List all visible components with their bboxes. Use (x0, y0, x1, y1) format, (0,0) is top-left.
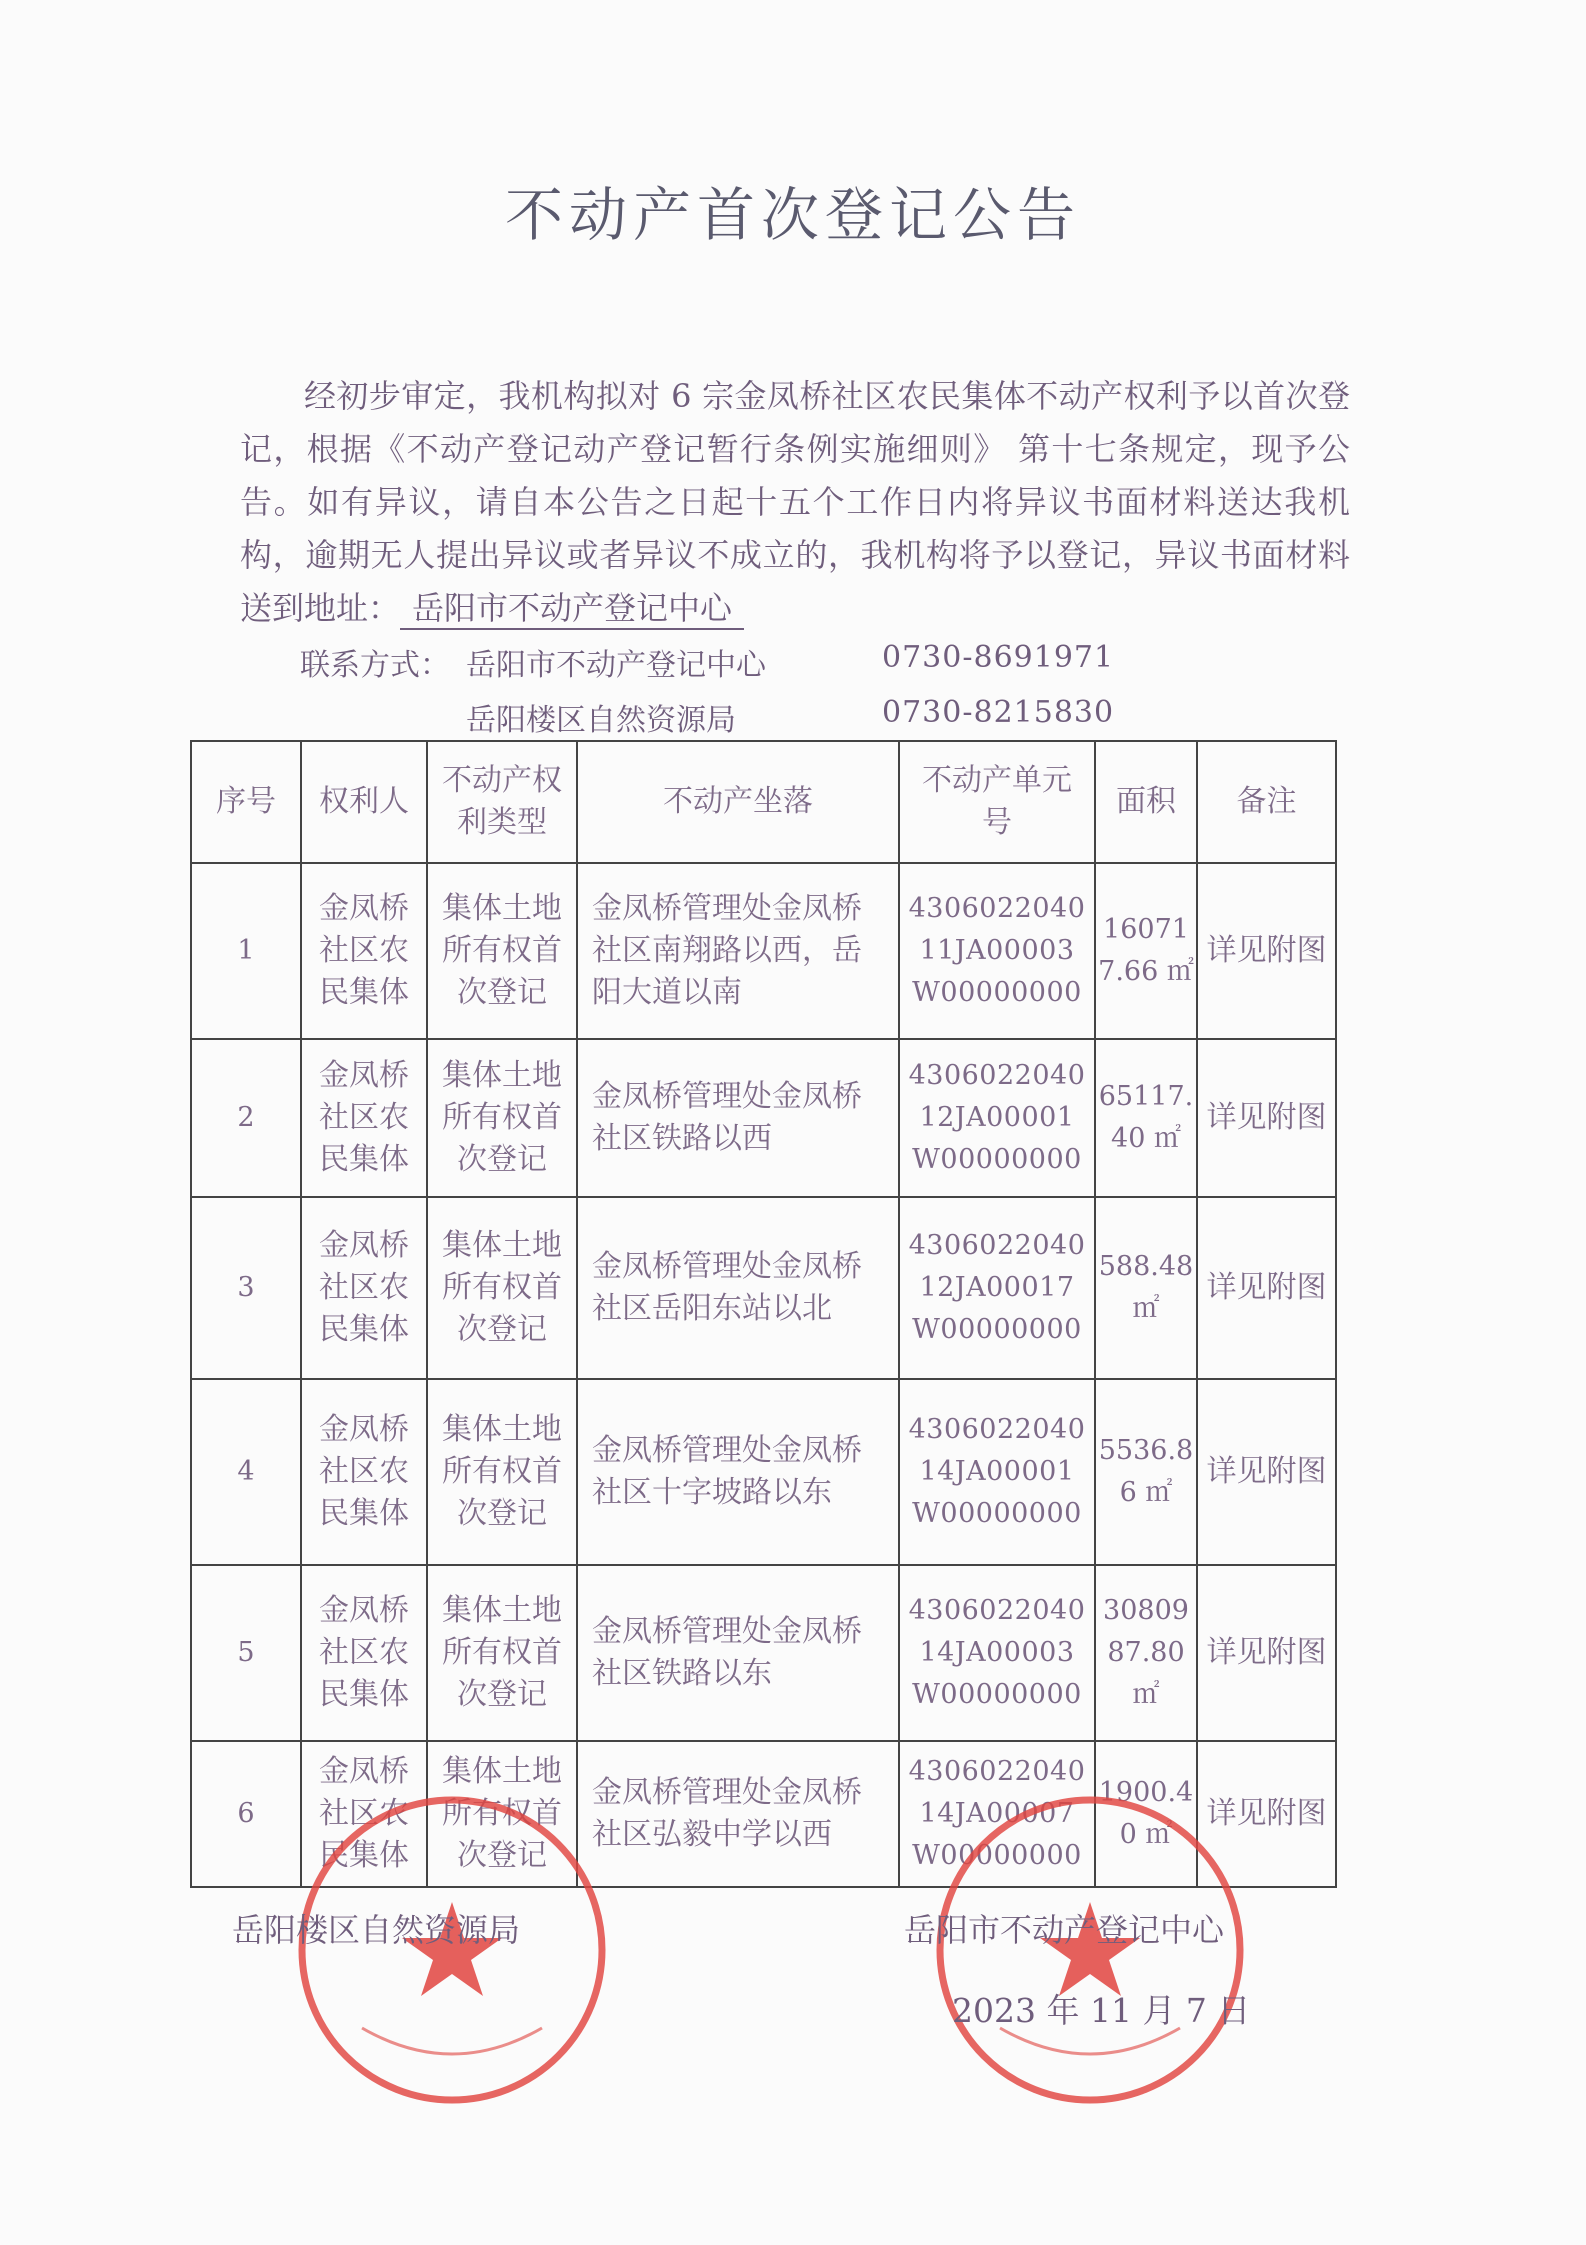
row-seq: 2 (191, 1039, 301, 1197)
row-type: 集体土地所有权首次登记 (427, 1379, 577, 1565)
intro-text: 经初步审定，我机构拟对 6 宗金凤桥社区农民集体不动产权利予以首次登记，根据《不动产登记动产登记暂行条例实施细则》 第十七条规定，现予公告。如有异议，请自本公告之日起十五个工作日内将异议书面材料送达我机构，逾期无人提出异议或者异议不成立的，我机构将予以登记，异议书面材料送到地址： (240, 377, 1350, 627)
intro-paragraph (240, 370, 1350, 635)
row-owner: 金凤桥社区农民集体 (301, 1565, 427, 1741)
row-location: 金凤桥管理处金凤桥社区铁路以东 (577, 1565, 899, 1741)
row-location: 金凤桥管理处金凤桥社区岳阳东站以北 (577, 1197, 899, 1379)
row-type: 集体土地所有权首次登记 (427, 1197, 577, 1379)
header-type: 不动产权利类型 (427, 741, 577, 863)
contact-line-1 (300, 640, 1200, 683)
row-area: 160717.66 ㎡ (1095, 863, 1197, 1039)
contact-label: 联系方式： (300, 648, 450, 683)
row-note: 详见附图 (1197, 1741, 1336, 1887)
row-note: 详见附图 (1197, 863, 1336, 1039)
row-unit-number: 430602204014JA00007W00000000 (899, 1741, 1095, 1887)
issuer-left: 岳阳楼区自然资源局 (232, 1911, 521, 1949)
row-location: 金凤桥管理处金凤桥社区十字坡路以东 (577, 1379, 899, 1565)
row-area: 588.48 ㎡ (1095, 1197, 1197, 1379)
row-owner: 金凤桥社区农民集体 (301, 863, 427, 1039)
table-row (191, 1039, 1336, 1197)
header-area: 面积 (1095, 741, 1197, 863)
announcement-date: 2023 年 11 月 7 日 (952, 1991, 1251, 2030)
row-seq: 4 (191, 1379, 301, 1565)
row-note: 详见附图 (1197, 1197, 1336, 1379)
page-title: 不动产首次登记公告 (504, 181, 1081, 249)
contact-phone: 0730-8691971 (882, 640, 1115, 675)
table-row (191, 1379, 1336, 1565)
contact-phone: 0730-8215830 (882, 695, 1115, 730)
row-seq: 6 (191, 1741, 301, 1887)
registration-table (190, 740, 1337, 1888)
table-row (191, 1565, 1336, 1741)
row-seq: 5 (191, 1565, 301, 1741)
issuer-right: 岳阳市不动产登记中心 (904, 1911, 1225, 1949)
row-unit-number: 430602204012JA00001W00000000 (899, 1039, 1095, 1197)
row-type: 集体土地所有权首次登记 (427, 1039, 577, 1197)
row-owner: 金凤桥社区农民集体 (301, 1379, 427, 1565)
header-seq: 序号 (191, 741, 301, 863)
row-area: 3080987.80 ㎡ (1095, 1565, 1197, 1741)
row-area: 1900.40 ㎡ (1095, 1741, 1197, 1887)
row-location: 金凤桥管理处金凤桥社区铁路以西 (577, 1039, 899, 1197)
row-type: 集体土地所有权首次登记 (427, 1565, 577, 1741)
row-seq: 3 (191, 1197, 301, 1379)
objection-address: 岳阳市不动产登记中心 (400, 588, 744, 630)
contact-org: 岳阳市不动产登记中心 (466, 648, 766, 683)
contact-line-2 (300, 695, 1200, 738)
header-unit: 不动产单元号 (899, 741, 1095, 863)
row-location: 金凤桥管理处金凤桥社区南翔路以西，岳阳大道以南 (577, 863, 899, 1039)
row-type: 集体土地所有权首次登记 (427, 1741, 577, 1887)
row-seq: 1 (191, 863, 301, 1039)
row-owner: 金凤桥社区农民集体 (301, 1741, 427, 1887)
row-note: 详见附图 (1197, 1379, 1336, 1565)
row-note: 详见附图 (1197, 1039, 1336, 1197)
contact-org: 岳阳楼区自然资源局 (466, 703, 736, 738)
row-unit-number: 430602204014JA00003W00000000 (899, 1565, 1095, 1741)
header-location: 不动产坐落 (577, 741, 899, 863)
row-owner: 金凤桥社区农民集体 (301, 1197, 427, 1379)
row-owner: 金凤桥社区农民集体 (301, 1039, 427, 1197)
row-location: 金凤桥管理处金凤桥社区弘毅中学以西 (577, 1741, 899, 1887)
row-area: 5536.86 ㎡ (1095, 1379, 1197, 1565)
row-unit-number: 430602204012JA00017W00000000 (899, 1197, 1095, 1379)
header-note: 备注 (1197, 741, 1336, 863)
row-unit-number: 430602204014JA00001W00000000 (899, 1379, 1095, 1565)
header-owner: 权利人 (301, 741, 427, 863)
row-area: 65117.40 ㎡ (1095, 1039, 1197, 1197)
row-unit-number: 430602204011JA00003W00000000 (899, 863, 1095, 1039)
row-type: 集体土地所有权首次登记 (427, 863, 577, 1039)
table-row (191, 1197, 1336, 1379)
row-note: 详见附图 (1197, 1565, 1336, 1741)
table-header-row (191, 741, 1336, 863)
table-row (191, 863, 1336, 1039)
